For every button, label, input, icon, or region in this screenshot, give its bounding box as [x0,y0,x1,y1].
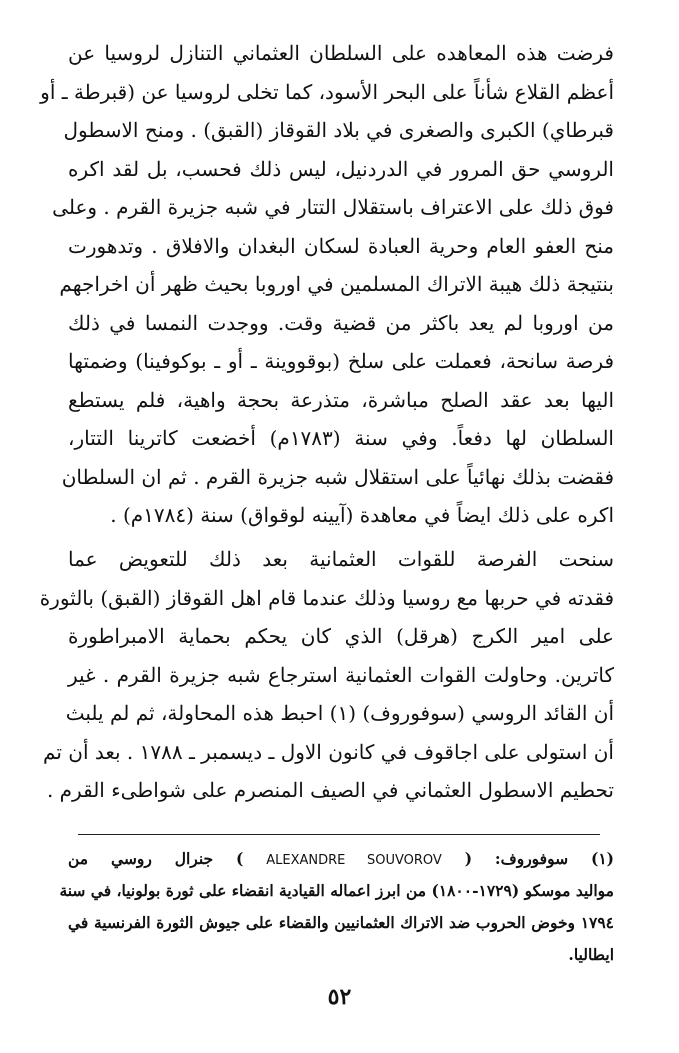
text-line: فقضت بذلك نهائياً على استقلال شبه جزيرة القرم . ثم ان السلطان [61,464,614,489]
text-line: من اوروبا لم يعد باكثر من قضية وقت. ووجدت النمسا في ذلك [68,310,614,335]
text-line: فقدته في حربها مع روسيا وذلك عندما قام اهل القوقاز (القبق) بالثورة [39,585,614,610]
text-line: أن استولى على اجاقوف في كانون الاول ـ ديسمبر ـ ١٧٨٨ . بعد أن تم [43,739,614,764]
text-line: منح العفو العام وحرية العبادة لسكان البغدان والافلاق . وتدهورت [68,233,614,258]
footnote-latin-name: ALEXANDRE SOUVOROV [266,853,442,868]
text-line: فرصة سانحة، فعملت على سلخ (بوقووينة ـ أو ـ بوكوفينا) وضمتها [68,349,614,373]
text-line: سنحت الفرصة للقوات العثمانية بعد ذلك للتعويض عما [68,547,614,571]
page-number: ٥٢ [327,984,352,1010]
footnote-suffix: ) جنرال روسي من [68,849,244,868]
body-paragraph [39,540,614,810]
footnote-line: ايطاليا. [568,945,614,964]
text-line: على امير الكرج (هرقل) الذي كان يحكم بحماية الامبراطورة [68,624,614,648]
text-line: اكره على ذلك ايضاً في معاهدة (آيينه لوقواق) سنة (١٧٨٤م) . [110,503,614,527]
footnote-divider [78,834,600,835]
text-line: أعظم القلاع شأناً على البحر الأسود، كما تخلى لروسيا عن (قبرطة ـ أو [40,79,614,104]
text-line: قبرطاي) الكبرى والصغرى في بلاد القوقاز (القبق) . ومنح الاسطول [63,118,614,142]
text-line: اليها بعد عقد الصلح مباشرة، متذرعة بحجة واهية، فلم يستطع [68,387,614,412]
text-line: فرضت هذه المعاهده على السلطان العثماني التنازل لروسيا عن [68,41,614,65]
footnote [59,843,614,971]
footnote-line [68,843,614,875]
text-line: فوق ذلك على الاعتراف باستقلال التتار في شبه جزيرة القرم . وعلى [52,195,614,219]
footnote-prefix: (١) سوفوروف: ( [464,849,614,868]
text-line: تحطيم الاسطول العثماني في الصيف المنصرم على شواطىء القرم . [46,778,614,802]
text-line: الروسي حق المرور في الدردنيل، ليس ذلك فحسب، بل لقد اكره [68,156,614,181]
text-line: بنتيجة ذلك هيبة الاتراك المسلمين في اوروبا بحيث ظهر أن اخراجهم [59,272,614,296]
text-line: كاترين. وحاولت القوات العثمانية استرجاع شبه جزيرة القرم . غير [68,662,614,687]
footnote-line: ١٧٩٤ وخوض الحروب ضد الاتراك العثمانيين والقضاء على جيوش الثورة الفرنسية في [68,913,614,932]
text-line: السلطان لها دفعاً. وفي سنة (١٧٨٣م) أخضعت كاترينا التتار، [68,426,614,450]
text-line: أن القائد الروسي (سوفوروف) (١) احبط هذه المحاولة، ثم لم يلبث [65,701,614,725]
footnote-line: مواليد موسكو (١٧٢٩-١٨٠٠) من ابرز اعماله القيادية انقضاء على ثورة بولونيا، في سنة [59,881,614,900]
body-paragraph [40,34,614,535]
